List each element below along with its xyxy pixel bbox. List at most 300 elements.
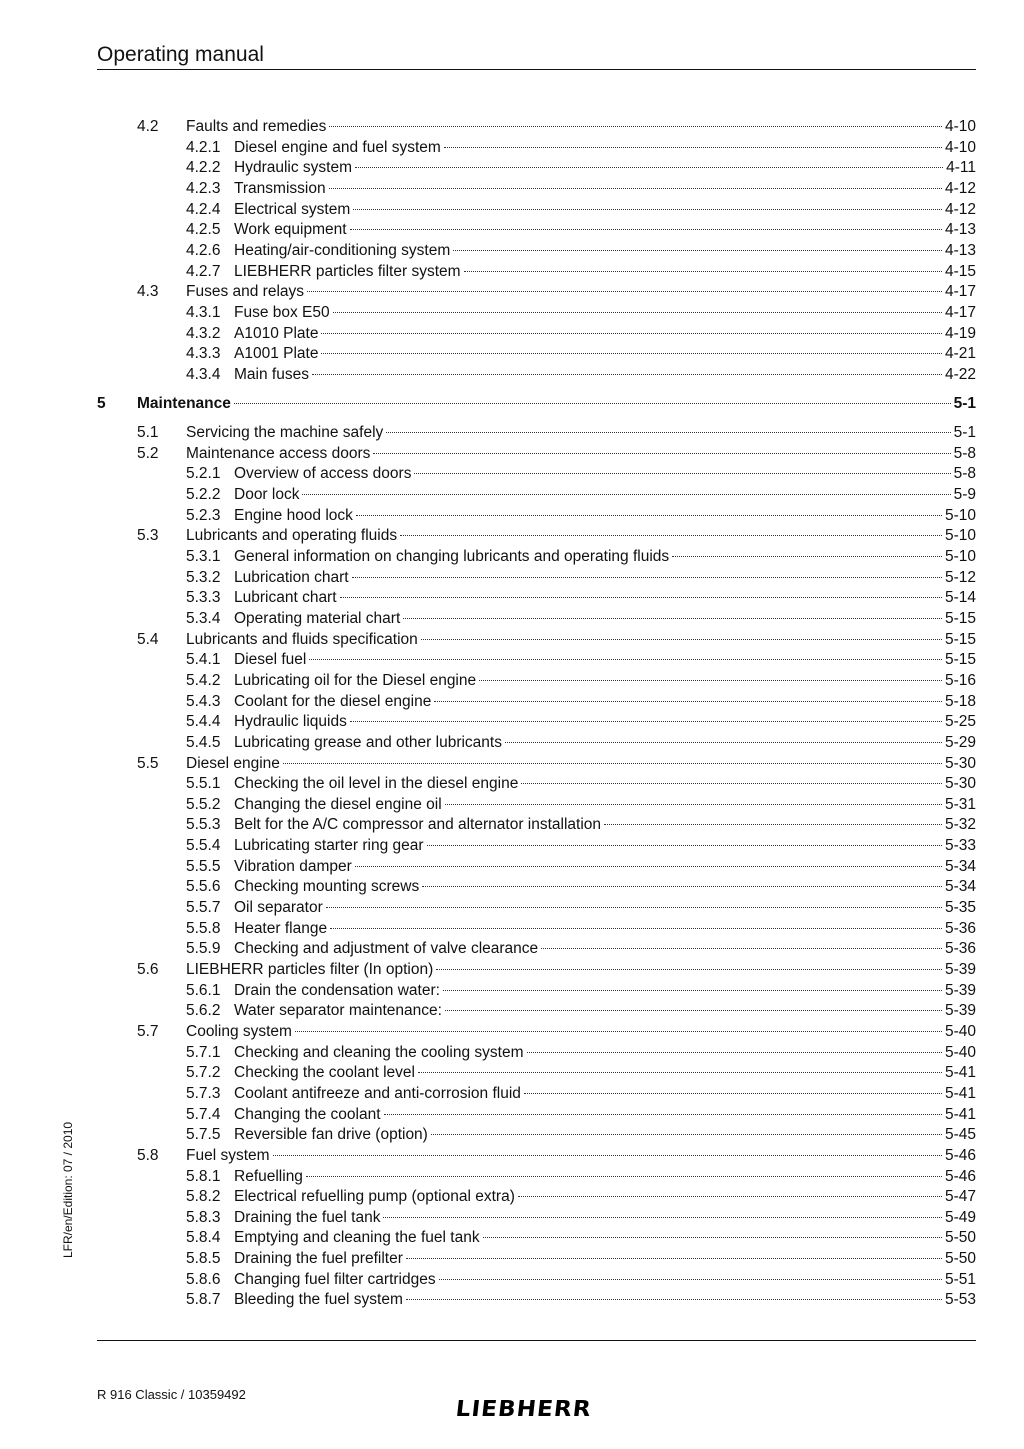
toc-title: Draining the fuel prefilter [234, 1250, 403, 1268]
toc-entry[interactable] [0, 1187, 1024, 1208]
dot-leader [321, 353, 942, 354]
dot-leader [386, 432, 950, 433]
toc-page-number: 5-33 [944, 837, 976, 855]
toc-entry[interactable] [0, 262, 1024, 283]
toc-entry-line [234, 1084, 976, 1105]
dot-leader [350, 229, 942, 230]
toc-number: 5.2 [137, 444, 159, 462]
toc-page-number: 5-14 [944, 589, 976, 607]
toc-entry-line [234, 588, 976, 609]
toc-page-number: 5-41 [944, 1084, 976, 1102]
toc-title: Faults and remedies [186, 118, 327, 135]
toc-page-number: 5-46 [944, 1167, 976, 1185]
toc-entry[interactable] [0, 179, 1024, 200]
toc-number: 5.4.3 [186, 692, 221, 710]
dot-leader [330, 928, 942, 929]
toc-page-number: 5-8 [953, 444, 976, 462]
toc-entry[interactable] [0, 1290, 1024, 1311]
dot-leader [427, 845, 942, 846]
toc-title: Checking the coolant level [234, 1064, 415, 1082]
toc-page-number: 5-34 [944, 878, 976, 896]
toc-number: 4.2.5 [186, 221, 221, 239]
toc-page-number: 5-50 [944, 1229, 976, 1247]
toc-number: 5.7.1 [186, 1043, 221, 1061]
toc-entry[interactable] [0, 1167, 1024, 1188]
toc-entry-line [234, 939, 976, 960]
toc-page-number: 4-15 [944, 262, 976, 280]
dot-leader [436, 969, 942, 970]
dot-leader [353, 209, 942, 210]
toc-entry-line [186, 960, 976, 981]
toc-title: Checking and cleaning the cooling system [234, 1043, 524, 1061]
toc-title: Electrical refuelling pump (optional extra) [234, 1188, 515, 1206]
toc-entry-line [234, 1228, 976, 1249]
toc-entry-line [234, 1270, 976, 1291]
dot-leader [373, 453, 950, 454]
toc-entry[interactable] [0, 1084, 1024, 1105]
dot-leader [445, 1010, 942, 1011]
dot-leader [604, 824, 942, 825]
toc-entry-line [234, 200, 976, 221]
toc-entry[interactable] [0, 898, 1024, 919]
toc-entry[interactable] [0, 506, 1024, 527]
toc-number: 5.1 [137, 424, 159, 442]
dot-leader [329, 126, 942, 127]
toc-title: Electrical system [234, 200, 351, 218]
toc-number: 5.5.3 [186, 816, 221, 834]
toc-number: 5.6 [137, 961, 159, 978]
toc-title: Maintenance [137, 394, 231, 412]
toc-title: Draining the fuel tank [234, 1208, 381, 1226]
toc-title: Fuel system [186, 1146, 270, 1164]
toc-entry-line [234, 650, 976, 671]
toc-number: 5.8.6 [186, 1270, 221, 1288]
toc-title: Cooling system [186, 1022, 292, 1040]
toc-title: Lubricating starter ring gear [234, 837, 424, 855]
toc-title: Reversible fan drive (option) [234, 1126, 428, 1144]
toc-entry[interactable] [0, 1125, 1024, 1146]
toc-entry-line [186, 754, 976, 775]
toc-entry[interactable] [0, 650, 1024, 671]
toc-entry-line [234, 324, 976, 345]
toc-title: Door lock [234, 486, 300, 504]
toc-title: Belt for the A/C compressor and alternator installation [234, 816, 602, 834]
toc-page-number: 5-40 [944, 1043, 976, 1061]
toc-title: Servicing the machine safely [186, 424, 384, 442]
toc-page-number: 5-18 [944, 692, 976, 710]
liebherr-logo: LIEBHERR [454, 1397, 593, 1422]
toc-entry-line [234, 344, 976, 365]
toc-page-number: 5-47 [944, 1188, 976, 1206]
toc-page-number: 5-51 [944, 1270, 976, 1288]
toc-entry[interactable] [0, 836, 1024, 857]
toc-chapter[interactable] [0, 394, 1024, 415]
dot-leader [672, 556, 942, 557]
toc-title: Heating/air-conditioning system [234, 241, 451, 259]
dot-leader [355, 866, 942, 867]
toc-number: 5.6.1 [186, 981, 221, 999]
toc-entry-line [234, 712, 976, 733]
toc-page-number: 5-41 [944, 1064, 976, 1082]
toc-entry[interactable] [0, 324, 1024, 345]
toc-entry[interactable] [0, 365, 1024, 386]
toc-entry[interactable] [0, 241, 1024, 262]
dot-leader [422, 886, 942, 887]
toc-title: Diesel engine [186, 754, 280, 772]
toc-entry[interactable] [0, 1001, 1024, 1022]
toc-title: Hydraulic system [234, 159, 352, 177]
toc-page-number: 5-50 [944, 1250, 976, 1268]
toc-entry[interactable] [0, 939, 1024, 960]
toc-entry-line [186, 1146, 976, 1167]
toc-page-number: 5-32 [944, 816, 976, 834]
dot-leader [283, 763, 942, 764]
model-reference: R 916 Classic / 10359492 [97, 1387, 246, 1402]
toc-entry-line [186, 444, 976, 465]
toc-entry-line [234, 609, 976, 630]
toc-entry-line [186, 526, 976, 547]
toc-entry-line [234, 1249, 976, 1270]
dot-leader [521, 783, 942, 784]
toc-title: Operating material chart [234, 609, 401, 627]
toc-entry[interactable] [0, 1043, 1024, 1064]
toc-entry[interactable] [0, 282, 1024, 303]
toc-page-number: 5-40 [944, 1022, 976, 1040]
toc-number: 4.3.4 [186, 365, 221, 383]
toc-entry[interactable] [0, 754, 1024, 775]
toc-entry[interactable] [0, 671, 1024, 692]
toc-entry[interactable] [0, 815, 1024, 836]
toc-page-number: 5-8 [953, 465, 976, 483]
toc-entry[interactable] [0, 919, 1024, 940]
toc-page-number: 5-53 [944, 1291, 976, 1309]
toc-number: 5.7 [137, 1022, 159, 1040]
toc-entry[interactable] [0, 423, 1024, 444]
dot-leader [326, 907, 942, 908]
toc-entry[interactable] [0, 981, 1024, 1002]
dot-leader [443, 990, 942, 991]
toc-entry-line [234, 464, 976, 485]
toc-entry-line [234, 220, 976, 241]
dot-leader [406, 1258, 942, 1259]
dot-leader [434, 701, 942, 702]
toc-entry-line [186, 282, 976, 303]
toc-entry-line [234, 857, 976, 878]
toc-page-number: 5-35 [944, 899, 976, 917]
toc-page-number: 5-41 [944, 1105, 976, 1123]
toc-number: 5.3 [137, 527, 159, 545]
toc-number: 5.5.2 [186, 795, 221, 813]
toc-page-number: 5-1 [953, 424, 976, 442]
toc-entry[interactable] [0, 1270, 1024, 1291]
toc-entry-line [234, 179, 976, 200]
dot-leader [518, 1196, 942, 1197]
toc-number: 5.5.7 [186, 899, 221, 917]
toc-number: 5.8.1 [186, 1167, 221, 1185]
toc-title: Refuelling [234, 1167, 303, 1185]
dot-leader [453, 250, 942, 251]
toc-entry[interactable] [0, 712, 1024, 733]
toc-title: Lubricating grease and other lubricants [234, 733, 502, 751]
toc-entry-line [234, 365, 976, 386]
dot-leader [400, 535, 942, 536]
toc-entry-line [234, 262, 976, 283]
toc-page-number: 5-45 [944, 1126, 976, 1144]
toc-title: Checking and adjustment of valve clearance [234, 940, 539, 958]
toc-number: 5.7.2 [186, 1064, 221, 1082]
toc-number: 4.2 [137, 118, 159, 135]
toc-entry-line [234, 877, 976, 898]
toc-title: Coolant for the diesel engine [234, 692, 432, 710]
toc-page-number: 5-36 [944, 940, 976, 958]
toc-page-number: 4-13 [944, 221, 976, 239]
toc-page-number: 4-11 [946, 159, 976, 177]
toc-page-number: 4-12 [944, 200, 976, 218]
toc-entry-line [234, 485, 976, 506]
toc-entry-line [234, 1125, 976, 1146]
toc-page-number: 5-15 [944, 609, 976, 627]
toc-entry[interactable] [0, 303, 1024, 324]
dot-leader [340, 597, 942, 598]
dot-leader [273, 1155, 942, 1156]
toc-number: 5.5.5 [186, 857, 221, 875]
toc-title: Lubricants and operating fluids [186, 527, 398, 545]
toc-title: Lubricants and fluids specification [186, 630, 418, 648]
dot-leader [321, 333, 942, 334]
toc-number: 4.2.7 [186, 262, 221, 280]
toc-page-number: 4-22 [944, 365, 976, 383]
dot-leader [312, 374, 942, 375]
toc-number: 5.7.5 [186, 1126, 221, 1144]
toc-entry-line [234, 1105, 976, 1126]
toc-entry[interactable] [0, 1228, 1024, 1249]
toc-entry[interactable] [0, 1146, 1024, 1167]
toc-entry[interactable] [0, 444, 1024, 465]
toc-page-number: 5-1 [953, 394, 976, 412]
toc-entry-line [234, 158, 976, 179]
dot-leader [445, 804, 942, 805]
dot-leader [479, 680, 942, 681]
toc-title: Heater flange [234, 919, 328, 937]
toc-page-number: 5-39 [944, 981, 976, 999]
toc-entry-line [186, 1022, 976, 1043]
toc-entry[interactable] [0, 1208, 1024, 1229]
toc-entry-line [234, 733, 976, 754]
toc-page-number: 5-9 [953, 486, 976, 504]
toc-entry[interactable] [0, 857, 1024, 878]
toc-entry[interactable] [0, 568, 1024, 589]
toc-number: 5.3.4 [186, 609, 221, 627]
toc-page-number: 5-16 [944, 671, 976, 689]
toc-title: Engine hood lock [234, 506, 353, 524]
toc-title: Hydraulic liquids [234, 713, 347, 731]
dot-leader [418, 1072, 942, 1073]
toc-number: 4.2.6 [186, 241, 221, 259]
toc-entry[interactable] [0, 774, 1024, 795]
toc-entry[interactable] [0, 220, 1024, 241]
dot-leader [444, 147, 942, 148]
toc-entry[interactable] [0, 547, 1024, 568]
toc-title: Overview of access doors [234, 465, 412, 483]
toc-number: 5.5.9 [186, 940, 221, 958]
toc-entry-line [234, 1063, 976, 1084]
dot-leader [356, 515, 942, 516]
toc-entry[interactable] [0, 588, 1024, 609]
toc-page-number: 4-21 [944, 345, 976, 363]
toc-entry-line [234, 547, 976, 568]
toc-title: Lubricating oil for the Diesel engine [234, 671, 477, 689]
toc-page-number: 5-30 [944, 775, 976, 793]
dot-leader [295, 1031, 942, 1032]
toc-entry[interactable] [0, 692, 1024, 713]
toc-page-number: 5-39 [944, 961, 976, 978]
toc-page-number: 5-36 [944, 919, 976, 937]
toc-entry-line [234, 1001, 976, 1022]
toc-page-number: 4-19 [944, 324, 976, 342]
toc-number: 5.5.4 [186, 837, 221, 855]
dot-leader [329, 188, 942, 189]
toc-entry[interactable] [0, 1105, 1024, 1126]
toc-entry-line [234, 506, 976, 527]
dot-leader [307, 291, 942, 292]
toc-title: Transmission [234, 179, 326, 197]
toc-title: Maintenance access doors [186, 444, 371, 462]
toc-page-number: 5-10 [944, 506, 976, 524]
toc-title: Main fuses [234, 365, 309, 383]
toc-entry[interactable] [0, 526, 1024, 547]
toc-page-number: 5-30 [944, 754, 976, 772]
toc-entry[interactable] [0, 1022, 1024, 1043]
dot-leader [306, 1176, 942, 1177]
toc-entry-line [186, 630, 976, 651]
toc-number: 5.7.4 [186, 1105, 221, 1123]
toc-title: Fuse box E50 [234, 303, 330, 321]
toc-title: Checking the oil level in the diesel engine [234, 775, 519, 793]
toc-entry[interactable] [0, 1063, 1024, 1084]
toc-title: Coolant antifreeze and anti-corrosion fluid [234, 1084, 521, 1102]
toc-page-number: 5-34 [944, 857, 976, 875]
toc-number: 5.5 [137, 754, 159, 772]
toc-title: A1001 Plate [234, 345, 319, 363]
toc-title: Changing the coolant [234, 1105, 381, 1123]
toc-entry[interactable] [0, 344, 1024, 365]
toc-number: 5.3.2 [186, 568, 221, 586]
toc-entry-line [234, 774, 976, 795]
dot-leader [414, 473, 950, 474]
dot-leader [464, 271, 942, 272]
toc-title: Oil separator [234, 899, 323, 917]
toc-entry[interactable] [0, 960, 1024, 981]
dot-leader [355, 167, 943, 168]
toc-title: Changing the diesel engine oil [234, 795, 442, 813]
toc-number: 5.5.6 [186, 878, 221, 896]
toc-page-number: 4-17 [944, 303, 976, 321]
toc-title: Diesel fuel [234, 651, 307, 669]
toc-title: LIEBHERR particles filter system [234, 262, 461, 280]
edition-note: LFR/en/Edition: 07 / 2010 [61, 1121, 75, 1259]
toc-title: Checking mounting screws [234, 878, 420, 896]
toc-number: 5.8.5 [186, 1250, 221, 1268]
toc-entry[interactable] [0, 795, 1024, 816]
dot-leader [383, 1217, 941, 1218]
toc-number: 4.3.2 [186, 324, 221, 342]
toc-entry[interactable] [0, 117, 1024, 138]
toc-page-number: 5-12 [944, 568, 976, 586]
dot-leader [352, 577, 942, 578]
toc-number: 5.8 [137, 1146, 159, 1164]
toc-entry-line [234, 836, 976, 857]
toc-page-number: 5-25 [944, 713, 976, 731]
toc-number: 4.3 [137, 283, 159, 301]
dot-leader [541, 948, 942, 949]
toc-entry[interactable] [0, 200, 1024, 221]
toc-title: Changing fuel filter cartridges [234, 1270, 436, 1288]
toc-entry[interactable] [0, 733, 1024, 754]
toc-number: 5.3.3 [186, 589, 221, 607]
toc-title: A1010 Plate [234, 324, 319, 342]
toc-entry[interactable] [0, 630, 1024, 651]
toc-entry-line [186, 117, 976, 138]
toc-entry-line [234, 1290, 976, 1311]
toc-number: 4.3.3 [186, 345, 221, 363]
toc-number: 5.8.4 [186, 1229, 221, 1247]
toc-number: 5.4.2 [186, 671, 221, 689]
toc-entry[interactable] [0, 138, 1024, 159]
toc-title: Bleeding the fuel system [234, 1291, 403, 1309]
toc-number: 5.7.3 [186, 1084, 221, 1102]
toc-number: 5.2.3 [186, 506, 221, 524]
toc-entry[interactable] [0, 485, 1024, 506]
toc-title: LIEBHERR particles filter (In option) [186, 961, 434, 978]
toc-page-number: 5-46 [944, 1146, 976, 1164]
toc-number: 5.4.4 [186, 713, 221, 731]
dot-leader [234, 403, 951, 404]
toc-number: 4.2.2 [186, 159, 221, 177]
page-title: Operating manual [97, 43, 264, 66]
toc-page-number: 4-10 [944, 138, 976, 156]
toc-page-number: 4-17 [944, 283, 976, 301]
toc-number: 5.8.2 [186, 1188, 221, 1206]
toc-entry-line [234, 1043, 976, 1064]
toc-number: 5.8.3 [186, 1208, 221, 1226]
footer-divider [97, 1340, 976, 1341]
toc-entry[interactable] [0, 609, 1024, 630]
toc-page-number: 5-15 [944, 651, 976, 669]
toc-entry-line [234, 815, 976, 836]
toc-number: 5.3.1 [186, 548, 221, 565]
dot-leader [333, 312, 942, 313]
toc-number: 4.2.1 [186, 138, 221, 156]
toc-entry-line [234, 671, 976, 692]
toc-number: 5.4.1 [186, 651, 221, 669]
toc-page-number: 4-13 [944, 241, 976, 259]
dot-leader [421, 639, 942, 640]
toc-entry-line [234, 1167, 976, 1188]
toc-number: 4.3.1 [186, 303, 221, 321]
toc-page-number: 5-10 [944, 548, 976, 565]
toc-title: Work equipment [234, 221, 347, 239]
toc-number: 5.4.5 [186, 733, 221, 751]
toc-title: Fuses and relays [186, 283, 305, 301]
toc-entry-line [234, 898, 976, 919]
toc-page-number: 4-10 [944, 118, 976, 135]
toc-entry[interactable] [0, 464, 1024, 485]
toc-entry[interactable] [0, 1249, 1024, 1270]
toc-entry[interactable] [0, 877, 1024, 898]
toc-number: 5.4 [137, 630, 159, 648]
toc-entry[interactable] [0, 158, 1024, 179]
dot-leader [431, 1134, 942, 1135]
